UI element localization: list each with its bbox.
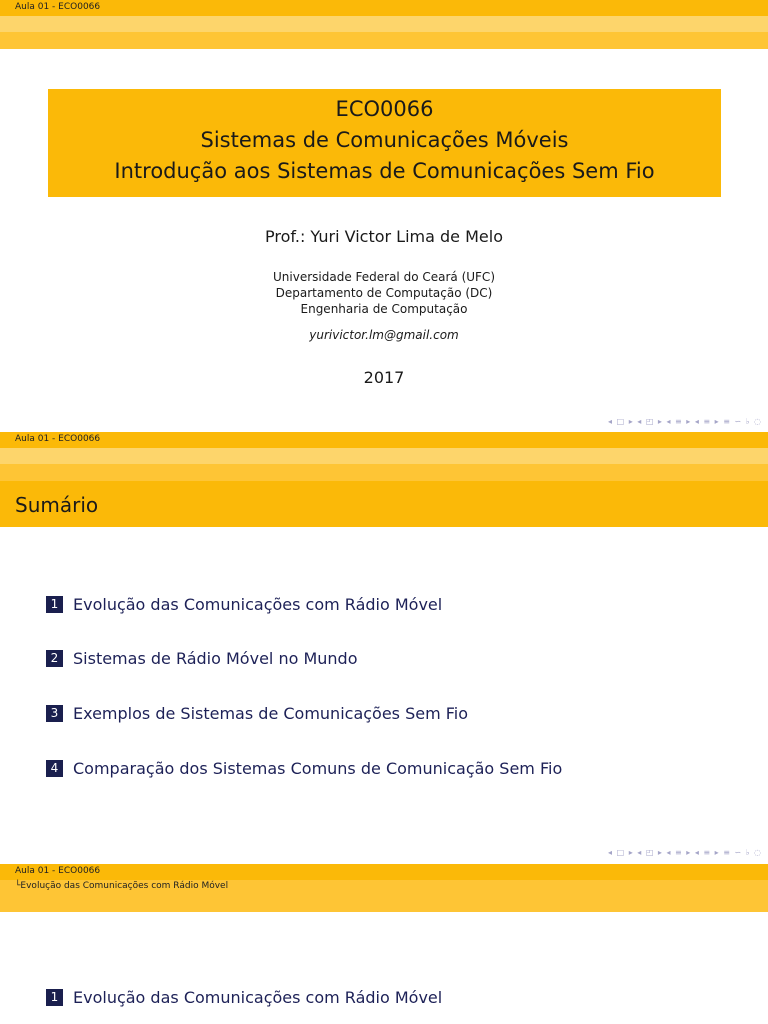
institution-line: Departamento de Computação (DC) [275, 286, 493, 300]
section-number: 1 [46, 989, 63, 1006]
title-box [48, 89, 721, 197]
course-name: Sistemas de Comunicações Móveis [200, 128, 569, 152]
institution-line: Engenharia de Computação [300, 302, 468, 316]
course-code: ECO0066 [335, 97, 434, 121]
title-slide [0, 0, 768, 432]
toc-slide [0, 432, 768, 864]
header-label: Aula 01 - ECO0066 [15, 866, 101, 876]
beamer-navigation[interactable]: ◂ □ ▸ ◂ ◰ ▸ ◂ ≡ ▸ ◂ ≡ ▸ ≡ ∽ ♭ ◌ [608, 848, 762, 857]
email: yurivictor.lm@gmail.com [309, 328, 459, 342]
header-band [0, 880, 768, 912]
toc-number: 3 [46, 705, 63, 722]
frame-title-bar [0, 481, 768, 527]
institution-line: Universidade Federal do Ceará (UFC) [273, 270, 495, 284]
header-label: Aula 01 - ECO0066 [15, 434, 101, 444]
header-band [0, 16, 768, 32]
institution [0, 269, 768, 317]
breadcrumb: └Evolução das Comunicações com Rádio Móvel [15, 881, 229, 891]
beamer-navigation[interactable]: ◂ □ ▸ ◂ ◰ ▸ ◂ ≡ ▸ ◂ ≡ ▸ ≡ ∽ ♭ ◌ [608, 417, 762, 426]
year: 2017 [363, 368, 405, 387]
toc-number: 4 [46, 760, 63, 777]
section-label: Evolução das Comunicações com Rádio Móvel [73, 988, 443, 1007]
toc-label: Comparação dos Sistemas Comuns de Comunicação Sem Fio [73, 759, 563, 778]
header-band [0, 32, 768, 49]
toc-number: 1 [46, 596, 63, 613]
author: Prof.: Yuri Victor Lima de Melo [265, 227, 503, 246]
lecture-title: Introdução aos Sistemas de Comunicações Sem Fio [114, 159, 655, 183]
toc-number: 2 [46, 650, 63, 667]
header-band [0, 464, 768, 481]
section-slide [0, 864, 768, 1024]
toc-label: Sistemas de Rádio Móvel no Mundo [73, 649, 358, 668]
header-label: Aula 01 - ECO0066 [15, 2, 101, 12]
header-bar [0, 432, 768, 448]
header-bar [0, 864, 768, 880]
toc-label: Evolução das Comunicações com Rádio Móvel [73, 595, 443, 614]
header-band [0, 448, 768, 464]
frame-title: Sumário [15, 493, 99, 517]
toc-label: Exemplos de Sistemas de Comunicações Sem Fio [73, 704, 469, 723]
header-bar [0, 0, 768, 16]
